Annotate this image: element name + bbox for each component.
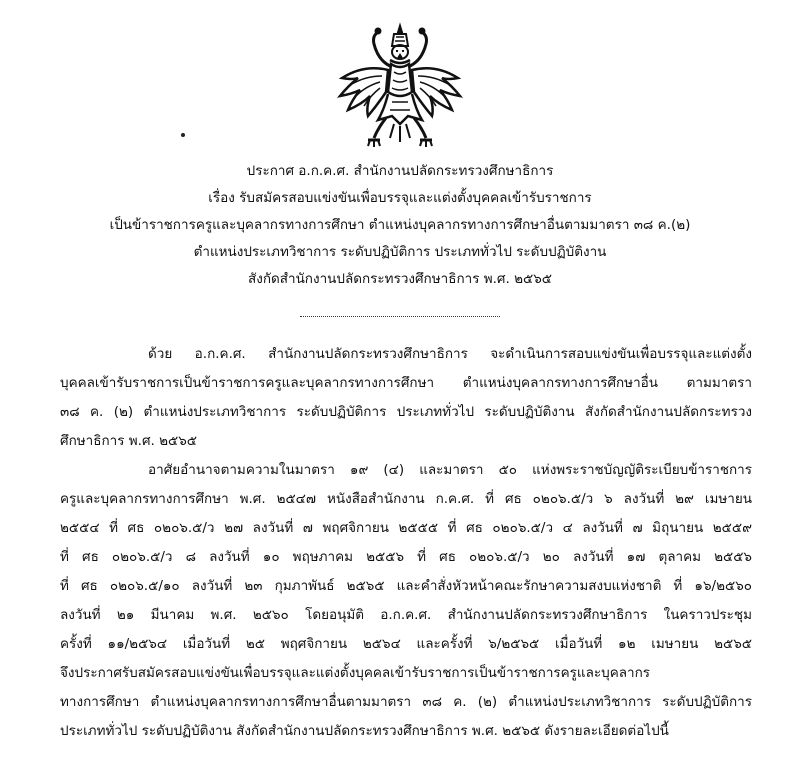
header-line-4: ตำแหน่งประเภทวิชาการ ระดับปฏิบัติการ ประเภททั่วไป ระดับปฏิบัติงาน xyxy=(193,244,607,260)
stray-dot xyxy=(181,133,185,137)
header-divider xyxy=(300,316,500,317)
announcement-header xyxy=(0,158,800,293)
paragraph-1-line-1: ด้วย อ.ก.ค.ศ. สำนักงานปลัดกระทรวงศึกษาธิการ จะดำเนินการสอบแข่งขันเพื่อบรรจุและแต่งตั้ง xyxy=(148,346,752,362)
garuda-emblem-icon xyxy=(334,20,466,152)
header-line-1: ประกาศ อ.ก.ค.ศ. สำนักงานปลัดกระทรวงศึกษาธิการ xyxy=(246,163,554,179)
paragraph-2-line-5: ที่ ศธ ๐๒๐๖.๕/๑๐ ลงวันที่ ๒๓ กุมภาพันธ์ ๒๕๖๕ และคำสั่งหัวหน้าคณะรักษาความสงบแห่งชาติ ที่ ๑๖/๒๕๖๐ xyxy=(60,578,752,594)
paragraph-2-line-3: ๒๕๕๔ ที่ ศธ ๐๒๐๖.๕/ว ๒๗ ลงวันที่ ๗ พฤศจิกายน ๒๕๕๕ ที่ ศธ ๐๒๐๖.๕/ว ๔ ลงวันที่ ๗ มิถุนายน ๒๕๕๙ xyxy=(60,520,752,536)
paragraph-2-line-10: ประเภททั่วไป ระดับปฏิบัติงาน สังกัดสำนักงานปลัดกระทรวงศึกษาธิการ พ.ศ. ๒๕๖๕ ดังรายละเอียดต่อไปนี้ xyxy=(60,723,669,739)
header-line-2: เรื่อง รับสมัครสอบแข่งขันเพื่อบรรจุและแต่งตั้งบุคคลเข้ารับราชการ xyxy=(208,190,592,206)
paragraph-2-line-1: อาศัยอำนาจตามความในมาตรา ๑๙ (๔) และมาตรา ๕๐ แห่งพระราชบัญญัติระเบียบข้าราชการ xyxy=(148,462,752,478)
paragraph-1-line-4: ศึกษาธิการ พ.ศ. ๒๕๖๕ xyxy=(60,433,198,449)
paragraph-1-line-3: ๓๘ ค. (๒) ตำแหน่งประเภทวิชาการ ระดับปฏิบัติการ ประเภททั่วไป ระดับปฏิบัติงาน สังกัดสำนักงานปลัดกระทรวง xyxy=(60,404,752,420)
paragraph-2-line-9: ทางการศึกษา ตำแหน่งบุคลากรทางการศึกษาอื่นตามมาตรา ๓๘ ค. (๒) ตำแหน่งประเภทวิชาการ ระดับปฏิบัติการ xyxy=(60,694,752,710)
paragraph-2-line-6: ลงวันที่ ๒๑ มีนาคม พ.ศ. ๒๕๖๐ โดยอนุมัติ อ.ก.ค.ศ. สำนักงานปลัดกระทรวงศึกษาธิการ ในคราวประชุม xyxy=(60,607,752,623)
header-line-3: เป็นข้าราชการครูและบุคลากรทางการศึกษา ตำแหน่งบุคลากรทางการศึกษาอื่นตามมาตรา ๓๘ ค.(๒) xyxy=(109,217,691,233)
header-line-5: สังกัดสำนักงานปลัดกระทรวงศึกษาธิการ พ.ศ. ๒๕๖๕ xyxy=(247,271,552,287)
paragraph-2-line-2: ครูและบุคลากรทางการศึกษา พ.ศ. ๒๕๔๗ หนังสือสำนักงาน ก.ค.ศ. ที่ ศธ ๐๒๐๖.๕/ว ๖ ลงวันที่ ๒๙ เมษายน xyxy=(60,491,752,507)
paragraph-2-line-7: ครั้งที่ ๑๑/๒๕๖๔ เมื่อวันที่ ๒๕ พฤศจิกายน ๒๕๖๔ และครั้งที่ ๖/๒๕๖๕ เมื่อวันที่ ๑๒ เมษายน ๒๕๖๕ xyxy=(60,636,752,652)
paragraph-2-line-8: จึงประกาศรับสมัครสอบแข่งขันเพื่อบรรจุและแต่งตั้งบุคคลเข้ารับราชการเป็นข้าราชการครูและบุคลากร xyxy=(60,665,651,681)
paragraph-1-line-2: บุคคลเข้ารับราชการเป็นข้าราชการครูและบุคลากรทางการศึกษา ตำแหน่งบุคลากรทางการศึกษาอื่น ตามมาตรา xyxy=(60,375,752,391)
announcement-body xyxy=(60,340,752,746)
paragraph-2-line-4: ที่ ศธ ๐๒๐๖.๕/ว ๘ ลงวันที่ ๑๐ พฤษภาคม ๒๕๕๖ ที่ ศธ ๐๒๐๖.๕/ว ๒๐ ลงวันที่ ๑๗ ตุลาคม ๒๕๕๖ xyxy=(60,549,752,565)
